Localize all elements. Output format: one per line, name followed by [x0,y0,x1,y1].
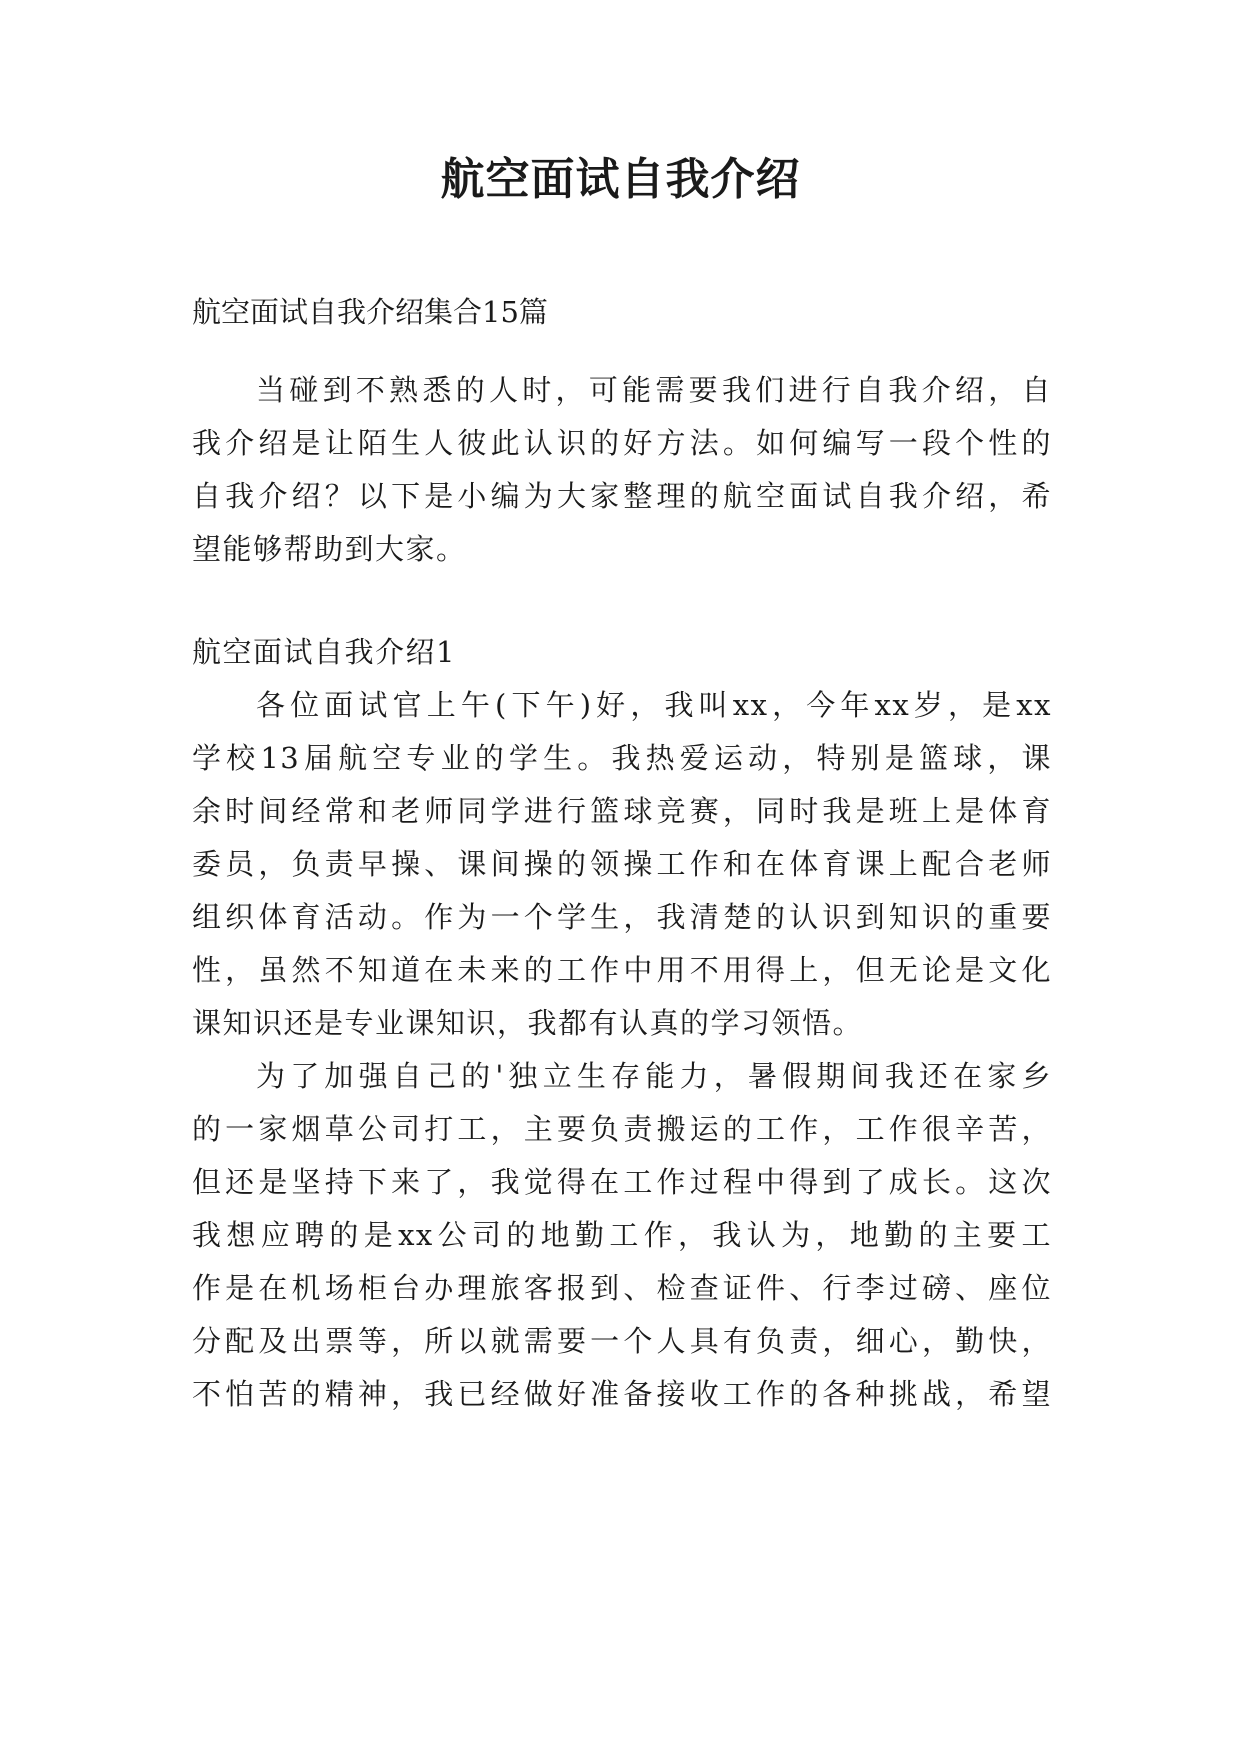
paragraph-line: 各位面试官上午(下午)好，我叫xx，今年xx岁，是xx [256,688,1052,722]
paragraph-line: 不怕苦的精神，我已经做好准备接收工作的各种挑战，希望 [192,1377,1052,1411]
document-subtitle: 航空面试自我介绍集合15篇 [192,295,548,329]
paragraph-line: 性，虽然不知道在未来的工作中用不用得上，但无论是文化 [192,953,1052,987]
intro-line: 自我介绍？以下是小编为大家整理的航空面试自我介绍，希 [192,479,1052,513]
paragraph-line: 课知识还是专业课知识，我都有认真的学习领悟。 [192,1006,864,1040]
paragraph-line: 但还是坚持下来了，我觉得在工作过程中得到了成长。这次 [192,1165,1052,1199]
paragraph-line: 我想应聘的是xx公司的地勤工作，我认为，地勤的主要工 [192,1218,1052,1252]
document-title: 航空面试自我介绍 [440,154,801,205]
paragraph-line: 分配及出票等，所以就需要一个人具有负责，细心，勤快， [192,1324,1052,1358]
paragraph-line: 委员，负责早操、课间操的领操工作和在体育课上配合老师 [192,847,1052,881]
intro-line: 我介绍是让陌生人彼此认识的好方法。如何编写一段个性的 [192,426,1052,460]
intro-line: 当碰到不熟悉的人时，可能需要我们进行自我介绍，自 [256,373,1052,407]
section-heading: 航空面试自我介绍1 [192,635,456,669]
intro-line: 望能够帮助到大家。 [192,532,467,566]
paragraph-line: 的一家烟草公司打工，主要负责搬运的工作，工作很辛苦， [192,1112,1052,1146]
paragraph-line: 余时间经常和老师同学进行篮球竞赛，同时我是班上是体育 [192,794,1052,828]
paragraph-line: 学校13届航空专业的学生。我热爱运动，特别是篮球，课 [192,741,1052,775]
paragraph-line: 作是在机场柜台办理旅客报到、检查证件、行李过磅、座位 [192,1271,1052,1305]
paragraph-line: 组织体育活动。作为一个学生，我清楚的认识到知识的重要 [192,900,1052,934]
paragraph-line: 为了加强自己的'独立生存能力，暑假期间我还在家乡 [256,1059,1052,1093]
